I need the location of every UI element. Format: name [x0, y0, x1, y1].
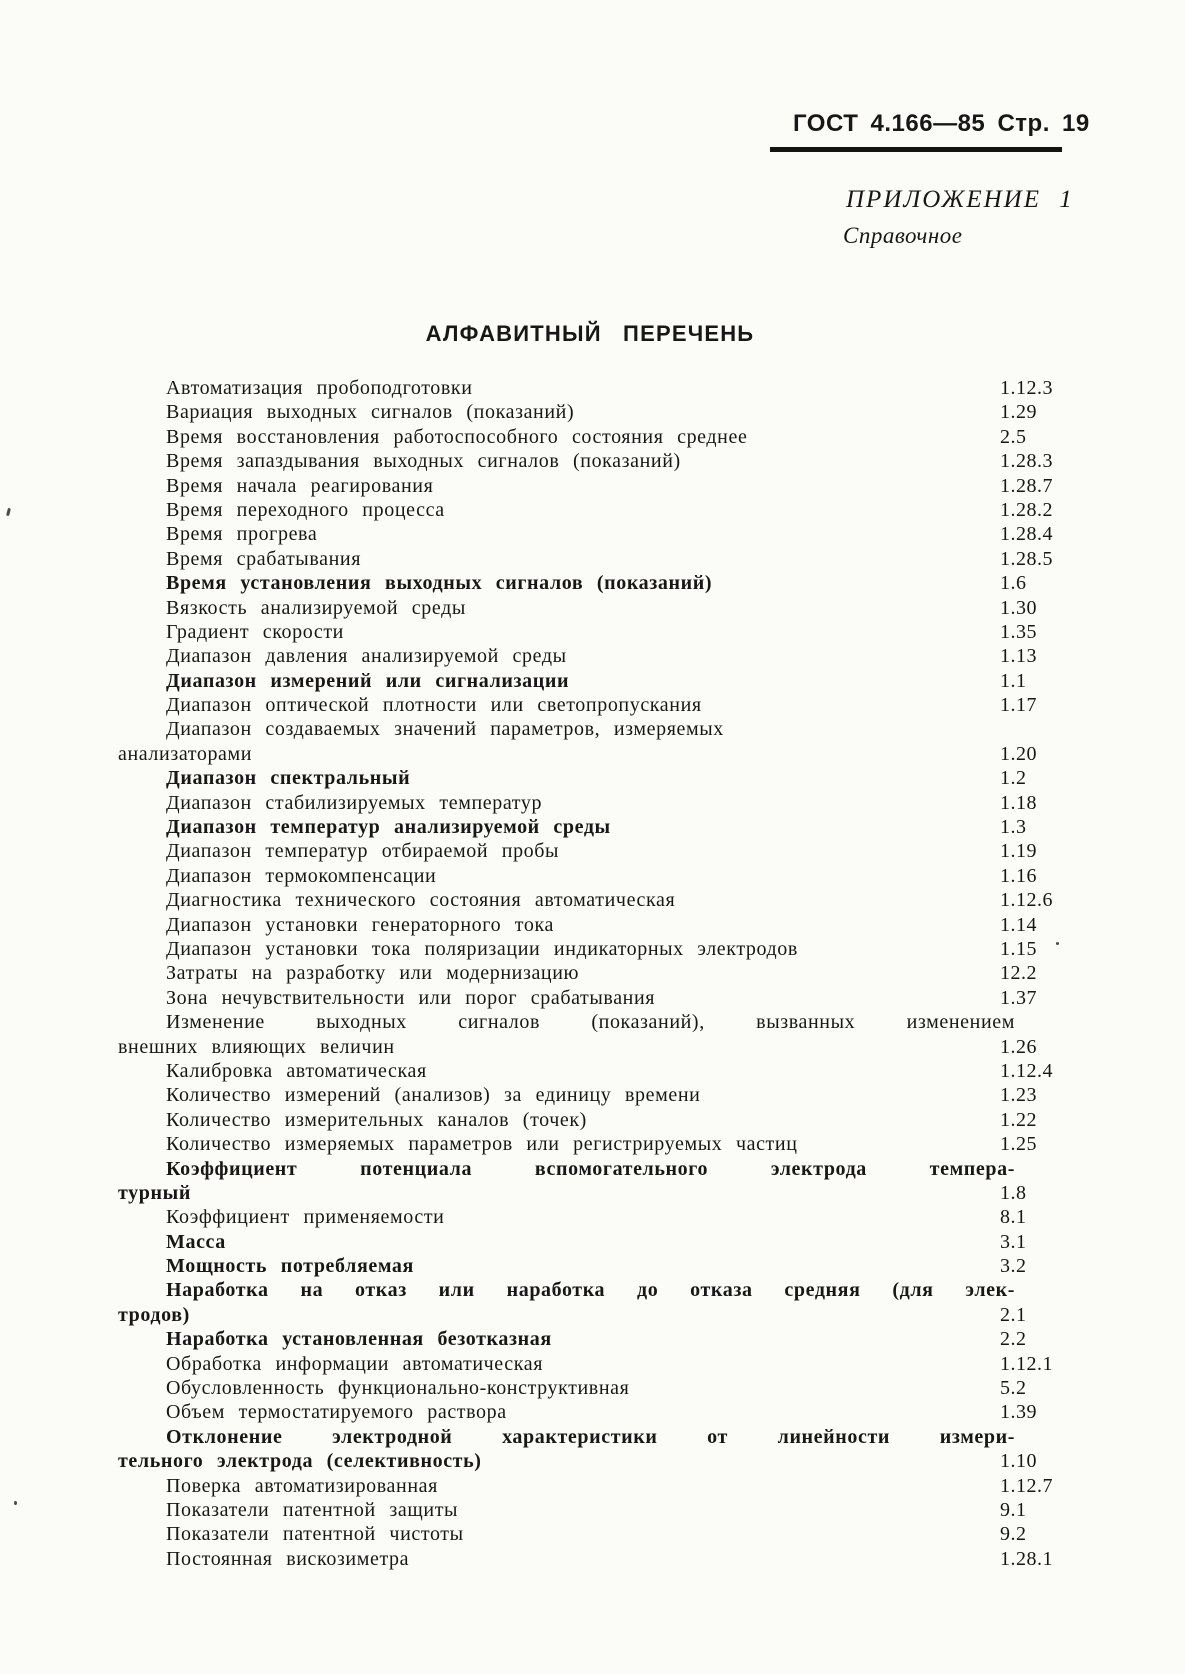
index-entry-number: 1.10 — [1000, 1450, 1037, 1473]
index-row — [118, 717, 1062, 741]
index-row — [118, 1278, 1062, 1302]
index-entry-number: 1.12.6 — [1000, 889, 1053, 912]
index-entry-text: Наработка на отказ или наработка до отказа средняя (для элек- — [166, 1279, 1015, 1302]
index-entry-text: Время установления выходных сигналов (показаний) — [166, 572, 713, 595]
index-row — [118, 742, 1062, 766]
index-entry-text: анализаторами — [118, 742, 253, 765]
index-row — [118, 937, 1062, 961]
index-entry-number: 1.12.3 — [1000, 377, 1053, 399]
index-entry-text: Зона нечувствительности или порог срабатывания — [166, 986, 656, 1009]
index-title: АЛФАВИТНЫЙ ПЕРЕЧЕНЬ — [425, 321, 755, 346]
index-entry-text: Вариация выходных сигналов (показаний) — [166, 401, 575, 424]
index-entry-number: 1.28.1 — [1000, 1547, 1053, 1570]
index-row — [118, 1010, 1062, 1034]
index-entry-number: 1.37 — [1000, 986, 1037, 1009]
index-entry-text: Время срабатывания — [166, 547, 362, 570]
index-row — [118, 1327, 1062, 1351]
index-entry-text: Постоянная вискозиметра — [166, 1547, 410, 1570]
index-row — [118, 1083, 1062, 1107]
index-entry-number: 8.1 — [1000, 1206, 1027, 1229]
index-entry-text: Диапазон установки тока поляризации индикаторных электродов — [166, 937, 798, 960]
index-row — [118, 1449, 1062, 1473]
index-entry-number: 9.1 — [1000, 1498, 1027, 1521]
index-row — [118, 474, 1062, 498]
index-entry-text: Поверка автоматизированная — [166, 1474, 438, 1497]
index-entry-text: Количество измерительных каналов (точек) — [166, 1108, 587, 1131]
index-row — [118, 1498, 1062, 1522]
index-row — [118, 864, 1062, 888]
index-entry-text: Градиент скорости — [166, 620, 344, 643]
index-entry-text: Диапазон температур анализируемой среды — [166, 816, 611, 839]
index-row — [118, 571, 1062, 595]
index-entry-text: Калибровка автоматическая — [166, 1059, 427, 1082]
index-entry-number: 1.30 — [1000, 596, 1037, 619]
index-entry-text: турный — [118, 1181, 191, 1204]
index-row — [118, 1181, 1062, 1205]
appendix-subtitle: Справочное — [843, 223, 963, 248]
index-row — [118, 888, 1062, 912]
index-entry-text: тельного электрода (селективность) — [118, 1450, 482, 1473]
index-entry-text: Показатели патентной защиты — [166, 1498, 459, 1521]
index-entry-number: 1.39 — [1000, 1401, 1037, 1424]
index-entry-number: 1.28.5 — [1000, 547, 1053, 570]
index-row — [118, 1474, 1062, 1498]
index-entry-number: 1.13 — [1000, 645, 1037, 668]
index-entry-text: Масса — [166, 1230, 226, 1253]
index-entry-number: 1.18 — [1000, 791, 1037, 814]
index-entry-number: 1.28.3 — [1000, 450, 1053, 473]
index-row — [118, 1254, 1062, 1278]
index-entry-text: Изменение выходных сигналов (показаний), вызванных изменением — [166, 1011, 1015, 1034]
index-row — [118, 1400, 1062, 1424]
index-entry-number: 1.22 — [1000, 1108, 1037, 1131]
index-entry-number: 1.12.1 — [1000, 1352, 1053, 1375]
index-entry-number: 2.2 — [1000, 1328, 1027, 1351]
index-entry-text: Вязкость анализируемой среды — [166, 596, 466, 619]
scan-artifact — [14, 1501, 17, 1505]
index-row — [118, 815, 1062, 839]
index-row — [118, 839, 1062, 863]
index-entry-number: 1.17 — [1000, 694, 1037, 717]
index-row — [118, 1522, 1062, 1546]
index-entry-text: Отклонение электродной характеристики от линейности измери- — [166, 1425, 1015, 1448]
index-row — [118, 1425, 1062, 1449]
index-entry-text: Диапазон создаваемых значений параметров, измеряемых — [166, 718, 724, 741]
index-entry-text: Диапазон измерений или сигнализации — [166, 669, 570, 692]
index-entry-text: Мощность потребляемая — [166, 1255, 414, 1278]
index-entry-text: тродов) — [118, 1303, 190, 1326]
index-entry-number: 1.2 — [1000, 767, 1027, 790]
index-entry-number: 1.29 — [1000, 401, 1037, 424]
index-entry-number: 3.1 — [1000, 1230, 1027, 1253]
index-row — [118, 498, 1062, 522]
index-entry-number: 1.12.4 — [1000, 1059, 1053, 1082]
index-entry-number: 1.20 — [1000, 742, 1037, 765]
index-entry-text: Показатели патентной чистоты — [166, 1523, 464, 1546]
index-entry-text: Время запаздывания выходных сигналов (показаний) — [166, 450, 681, 473]
index-row — [118, 1376, 1062, 1400]
index-entry-number: 12.2 — [1000, 962, 1037, 985]
index-entry-text: Диапазон термокомпенсации — [166, 864, 437, 887]
index-entry-text: Время переходного процесса — [166, 498, 445, 521]
index-entry-text: Диапазон установки генераторного тока — [166, 913, 554, 936]
index-entry-text: Количество измерений (анализов) за единицу времени — [166, 1084, 701, 1107]
index-entry-number: 1.6 — [1000, 572, 1027, 595]
index-row — [118, 449, 1062, 473]
header-rule — [770, 147, 1062, 152]
index-entry-number: 1.25 — [1000, 1133, 1037, 1156]
index-row — [118, 1132, 1062, 1156]
index-entry-number: 1.3 — [1000, 816, 1027, 839]
index-entry-text: Обусловленность функционально-конструктивная — [166, 1377, 630, 1400]
index-entry-text: Диапазон стабилизируемых температур — [166, 791, 543, 814]
index-row — [118, 961, 1062, 985]
index-entry-number: 1.28.4 — [1000, 523, 1053, 546]
index-entry-text: Автоматизация пробоподготовки — [166, 377, 473, 399]
index-row — [118, 425, 1062, 449]
index-entry-text: внешних влияющих величин — [118, 1035, 395, 1058]
index-row — [118, 1108, 1062, 1132]
index-entry-text: Диапазон давления анализируемой среды — [166, 645, 567, 668]
index-entry-text: Обработка информации автоматическая — [166, 1352, 544, 1375]
index-row — [118, 669, 1062, 693]
index-entry-text: Коэффициент применяемости — [166, 1206, 445, 1229]
index-row — [118, 791, 1062, 815]
index-row — [118, 644, 1062, 668]
index-list — [118, 376, 1062, 1571]
index-entry-number: 1.1 — [1000, 669, 1027, 692]
index-row — [118, 1059, 1062, 1083]
index-entry-text: Наработка установленная безотказная — [166, 1328, 552, 1351]
index-row — [118, 1157, 1062, 1181]
index-entry-text: Объем термостатируемого раствора — [166, 1401, 507, 1424]
index-entry-number: 1.28.2 — [1000, 498, 1053, 521]
index-entry-number: 3.2 — [1000, 1255, 1027, 1278]
index-entry-number: 1.14 — [1000, 913, 1037, 936]
index-entry-text: Время прогрева — [166, 523, 318, 546]
index-entry-text: Диапазон оптической плотности или светопропускания — [166, 694, 702, 717]
index-row — [118, 913, 1062, 937]
index-entry-number: 1.8 — [1000, 1181, 1027, 1204]
page-header: ГОСТ 4.166—85 Стр. 19 — [793, 110, 1090, 137]
index-entry-text: Время восстановления работоспособного состояния среднее — [166, 425, 748, 448]
index-row — [118, 620, 1062, 644]
index-row — [118, 522, 1062, 546]
scan-artifact — [6, 508, 11, 516]
index-row — [118, 1205, 1062, 1229]
index-row — [118, 986, 1062, 1010]
index-entry-text: Коэффициент потенциала вспомогательного электрода темпера- — [166, 1157, 1015, 1180]
index-row — [118, 1303, 1062, 1327]
scan-artifact — [1056, 942, 1059, 945]
index-row — [118, 693, 1062, 717]
index-entry-text: Диагностика технического состояния автоматическая — [166, 889, 676, 912]
index-entry-number: 2.1 — [1000, 1303, 1027, 1326]
index-entry-number: 1.35 — [1000, 620, 1037, 643]
index-entry-number: 1.19 — [1000, 840, 1037, 863]
index-entry-text: Диапазон температур отбираемой пробы — [166, 840, 560, 863]
index-entry-text: Время начала реагирования — [166, 474, 434, 497]
index-row — [118, 376, 1062, 400]
index-entry-number: 1.26 — [1000, 1035, 1037, 1058]
index-entry-text: Затраты на разработку или модернизацию — [166, 962, 580, 985]
index-entry-number: 1.16 — [1000, 864, 1037, 887]
index-entry-number: 1.12.7 — [1000, 1474, 1053, 1497]
index-entry-text: Диапазон спектральный — [166, 767, 411, 790]
index-row — [118, 766, 1062, 790]
index-entry-number: 9.2 — [1000, 1523, 1027, 1546]
index-row — [118, 547, 1062, 571]
index-entry-number: 1.28.7 — [1000, 474, 1053, 497]
index-row — [118, 1547, 1062, 1571]
index-row — [118, 1230, 1062, 1254]
index-entry-number: 2.5 — [1000, 425, 1027, 448]
index-entry-text: Количество измеряемых параметров или регистрируемых частиц — [166, 1133, 798, 1156]
index-row — [118, 1035, 1062, 1059]
appendix-title: ПРИЛОЖЕНИЕ 1 — [846, 186, 1074, 213]
index-entry-number: 1.15 — [1000, 937, 1037, 960]
index-entry-number: 5.2 — [1000, 1377, 1027, 1400]
index-row — [118, 596, 1062, 620]
index-entry-number: 1.23 — [1000, 1084, 1037, 1107]
index-row — [118, 400, 1062, 424]
index-row — [118, 1352, 1062, 1376]
